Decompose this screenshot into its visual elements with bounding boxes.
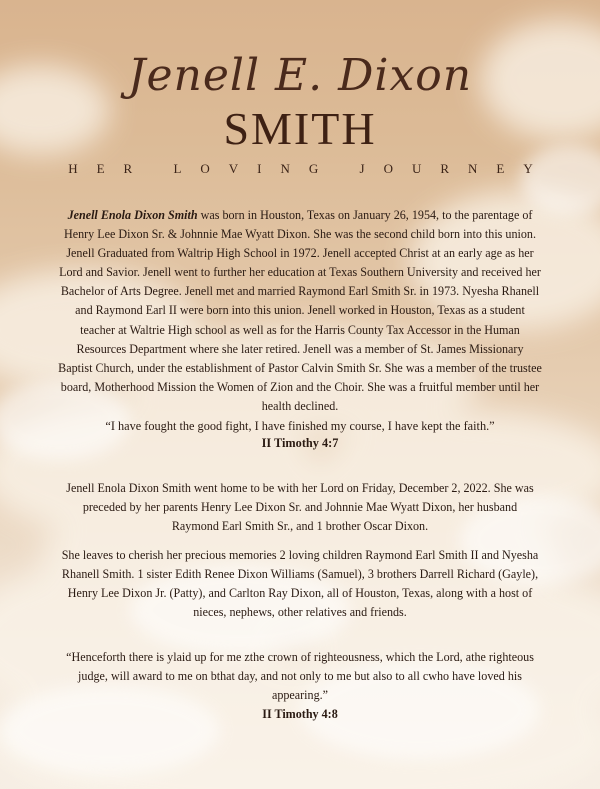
scripture-reference-1: II Timothy 4:7 <box>261 436 339 450</box>
script-name-title: Jenell E. Dixon <box>127 50 473 101</box>
biography-lead-name: Jenell Enola Dixon Smith <box>67 208 198 222</box>
subtitle: HER LOVING JOURNEY <box>68 161 552 176</box>
biography-text: was born in Houston, Texas on January 26, 1954, to the parentage of Henry Lee Dixon Sr. & Johnnie Mae Wyatt Dixon. She was the second child born into this union. Jenell Graduated from Waltrip High School in 1972. Jenell accepted Christ at an early age as her Lord and Savior. Jenell went to further her education at Texas Southern University and received her Bachelor of Arts Degree. Jenell met and married Raymond Earl Smith Sr. in 1973. Nyesha Rhanell and Raymond Earl II were born into this union. Jenell worked in Houston, Texas as a student teacher at Waltrie High school as well as for the Harris County Tax Accessor in the Human Resources Department where she later retired. Jenell was a member of St. James Missionary Baptist Church, under the establishment of Pastor Calvin Smith Sr. She was a member of the trustee board, Motherhood Mission the Women of Zion and the Choir. She was a fruitful member until her health declined. <box>58 208 542 413</box>
scripture-quote-1: “I have fought the good fight, I have finished my course, I have kept the faith.” <box>105 419 495 433</box>
survivors-paragraph: She leaves to cherish her precious memories 2 loving children Raymond Earl Smith II and Nyesha Rhanell Smith. 1 sister Edith Renee Dixon Williams (Samuel), 3 brothers Darrell Richard (Gayle), Henry Lee Dixon Jr. (Patty), and Carlton Ray Dixon, all of Houston, Texas, along with a host of nieces, nephews, other relatives and friends. <box>61 548 539 619</box>
scripture-quote-2: “Henceforth there is ylaid up for me zthe crown of righteousness, which the Lord, athe righteous judge, will award to me on bthat day, and not only to me but also to all cwho have loved his appearing.” <box>66 650 534 702</box>
scripture-reference-2: II Timothy 4:8 <box>262 707 338 721</box>
surname-title: SMITH <box>223 103 377 154</box>
biography-paragraph <box>58 206 542 416</box>
homegoing-paragraph: Jenell Enola Dixon Smith went home to be with her Lord on Friday, December 2, 2022. She was preceded by her parents Henry Lee Dixon Sr. and Johnnie Mae Wyatt Dixon, her husband Raymond Earl Smith Sr., and 1 brother Oscar Dixon. <box>66 481 534 533</box>
